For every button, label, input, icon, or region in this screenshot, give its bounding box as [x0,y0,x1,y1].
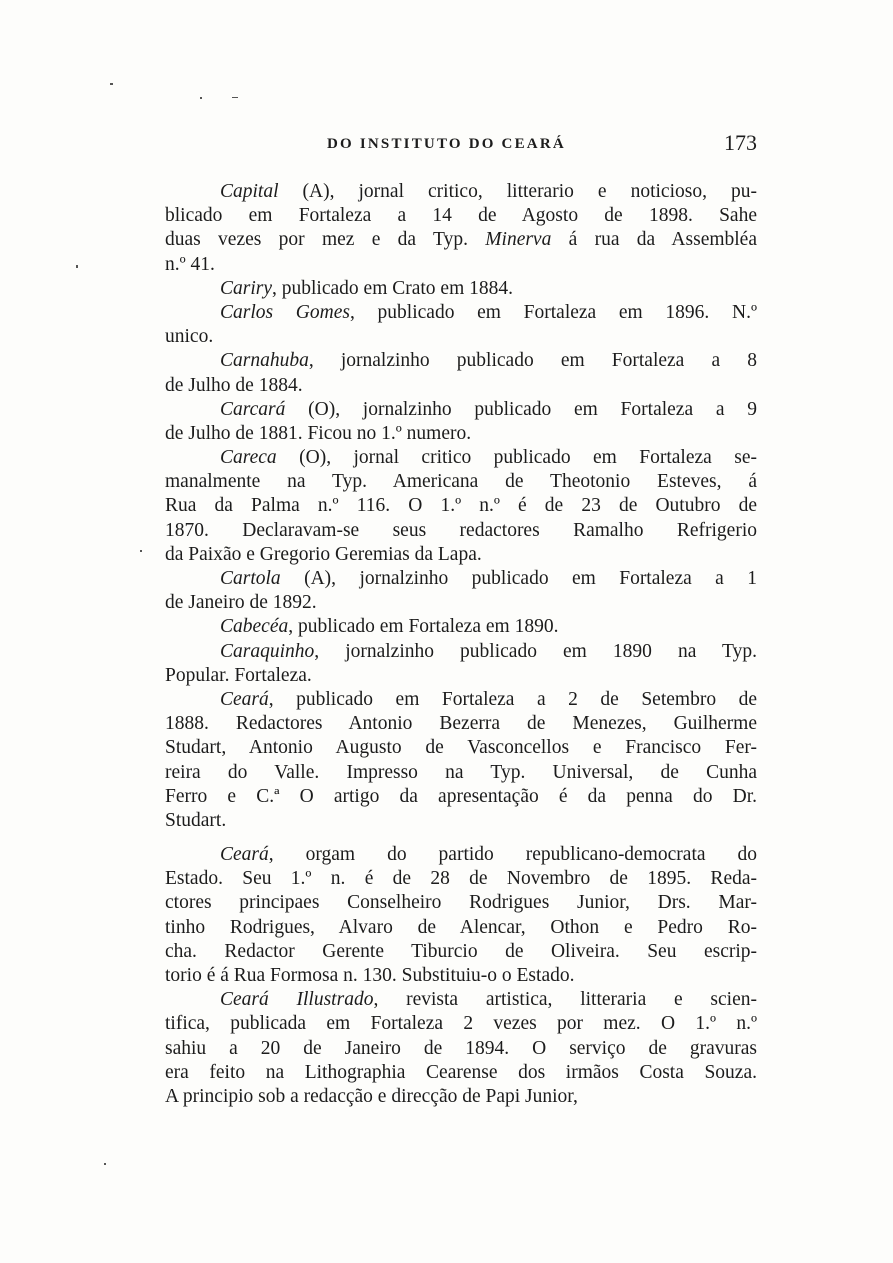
entry-first-line [165,277,757,301]
entry-line [165,1012,757,1036]
entry-line [165,809,757,833]
entry-first-line [165,615,757,639]
line-text: 1870. Declaravam-se seus redactores Ramalho Refrigerio [165,519,757,541]
line-text: blicado em Fortaleza a 14 de Agosto de 1898. Sahe [165,205,757,227]
entry-line [165,1085,757,1109]
line-text: , publicado em Fortaleza em 1896. N.º [349,301,757,323]
periodical-name: Carlos Gomes [220,301,350,323]
periodical-name: Caraquinho [220,640,315,662]
line-text: torio é á Rua Formosa n. 130. Substituiu-o o Estado. [165,965,575,986]
entry-line [165,228,757,252]
entry-line [165,785,757,809]
line-text: , publicado em Fortaleza em 1890. [288,616,559,638]
line-text: de Julho de 1884. [165,374,303,396]
entry-line [165,519,757,543]
line-text: (O), jornal critico publicado em Fortaleza se- [276,447,757,469]
entry-line [165,494,757,518]
entry-line [165,1061,757,1085]
line-text: (O), jornalzinho publicado em Fortaleza a 9 [285,398,757,420]
entry-line [165,964,757,988]
entry-first-line [165,988,757,1012]
page-header [165,132,757,162]
line-text: de Janeiro de 1892. [165,592,317,614]
line-text: , orgam do partido republicano-democrata do [268,844,757,866]
scan-speck [76,265,78,268]
line-text: tinho Rodrigues, Alvaro de Alencar, Othon e Pedro Ro- [165,916,757,938]
line-text: á rua da Assembléa [551,229,757,251]
entry-line [165,867,757,891]
entry-line [165,1037,757,1061]
page-number: 173 [724,130,757,155]
line-text: , publicado em Fortaleza a 2 de Setembro de [268,688,757,710]
entry-first-line [165,446,757,470]
entry-line [165,253,757,277]
line-text: tifica, publicada em Fortaleza 2 vezes por mez. O 1.º n.º [165,1013,757,1035]
line-text: manalmente na Typ. Americana de Theotonio Esteves, á [165,471,757,493]
entry-first-line [165,688,757,712]
entry-first-line [165,640,757,664]
line-text: , jornalzinho publicado em Fortaleza a 8 [308,350,757,372]
periodical-name: Minerva [485,229,552,251]
entry-line [165,916,757,940]
line-text: reira do Valle. Impresso na Typ. Universal, de Cunha [165,761,757,783]
line-text: Popular. Fortaleza. [165,664,312,686]
line-text: , jornalzinho publicado em 1890 na Typ. [314,640,757,662]
line-text: era feito na Lithographia Cearense dos irmãos Costa Souza. [165,1061,757,1083]
line-text: 1888. Redactores Antonio Bezerra de Menezes, Guilherme [165,713,757,735]
entry-first-line [165,349,757,373]
entry-line [165,470,757,494]
line-text: ctores principaes Conselheiro Rodrigues Junior, Drs. Mar- [165,892,757,914]
periodical-name: Cabecéa [220,616,289,638]
periodical-name: Capital [220,181,279,202]
line-text: Estado. Seu 1.º n. é de 28 de Novembro de 1895. Reda- [165,868,757,890]
entry-first-line [165,567,757,591]
line-text: , revista artistica, litteraria e scien- [373,989,757,1011]
entry-line [165,204,757,228]
entry-line [165,374,757,398]
line-text: sahiu a 20 de Janeiro de 1894. O serviço de gravuras [165,1037,757,1059]
periodical-name: Ceará [220,688,269,710]
scan-speck [200,97,202,99]
entry-line [165,664,757,688]
entry-line [165,422,757,446]
entry-line [165,591,757,615]
entry-line [165,761,757,785]
entry-first-line [165,843,757,867]
line-text: A principio sob a redacção e direcção de Papi Junior, [165,1085,578,1107]
line-text: unico. [165,326,214,348]
text-body [165,180,757,1109]
entry-first-line [165,398,757,422]
entry-line [165,736,757,760]
periodical-name: Careca [220,447,277,469]
entry-line [165,940,757,964]
scan-speck [110,83,113,85]
scan-speck [140,550,142,552]
scan-speck [104,1163,106,1165]
line-text: (A), jornalzinho publicado em Fortaleza a 1 [280,568,757,589]
periodical-name: Ceará Illustrado [220,989,374,1011]
line-text: Studart. [165,809,227,831]
entry-line [165,543,757,567]
periodical-name: Ceará [220,844,269,866]
line-text: n.º 41. [165,253,215,275]
line-text: , publicado em Crato em 1884. [272,277,514,299]
line-text: (A), jornal critico, litterario e noticioso, pu- [278,181,757,202]
running-title: DO INSTITUTO DO CEARÁ [327,136,566,152]
entry-line [165,325,757,349]
periodical-name: Carnahuba [220,350,309,372]
periodical-name: Cariry [220,277,273,299]
line-text: Studart, Antonio Augusto de Vasconcellos e Francisco Fer- [165,737,757,759]
entry-first-line [165,301,757,325]
entry-first-line [165,180,757,204]
entry-line [165,891,757,915]
line-text: cha. Redactor Gerente Tiburcio de Oliveira. Seu escrip- [165,940,757,962]
periodical-name: Carcará [220,398,286,420]
line-text: Ferro e C.ª O artigo da apresentação é da penna do Dr. [165,785,757,807]
line-text: da Paixão e Gregorio Geremias da Lapa. [165,543,482,565]
periodical-name: Cartola [220,568,281,589]
entry-line [165,712,757,736]
line-text: duas vezes por mez e da Typ. [165,229,486,251]
line-text: de Julho de 1881. Ficou no 1.º numero. [165,422,472,444]
line-text: Rua da Palma n.º 116. O 1.º n.º é de 23 de Outubro de [165,495,757,517]
scan-speck [232,97,238,98]
